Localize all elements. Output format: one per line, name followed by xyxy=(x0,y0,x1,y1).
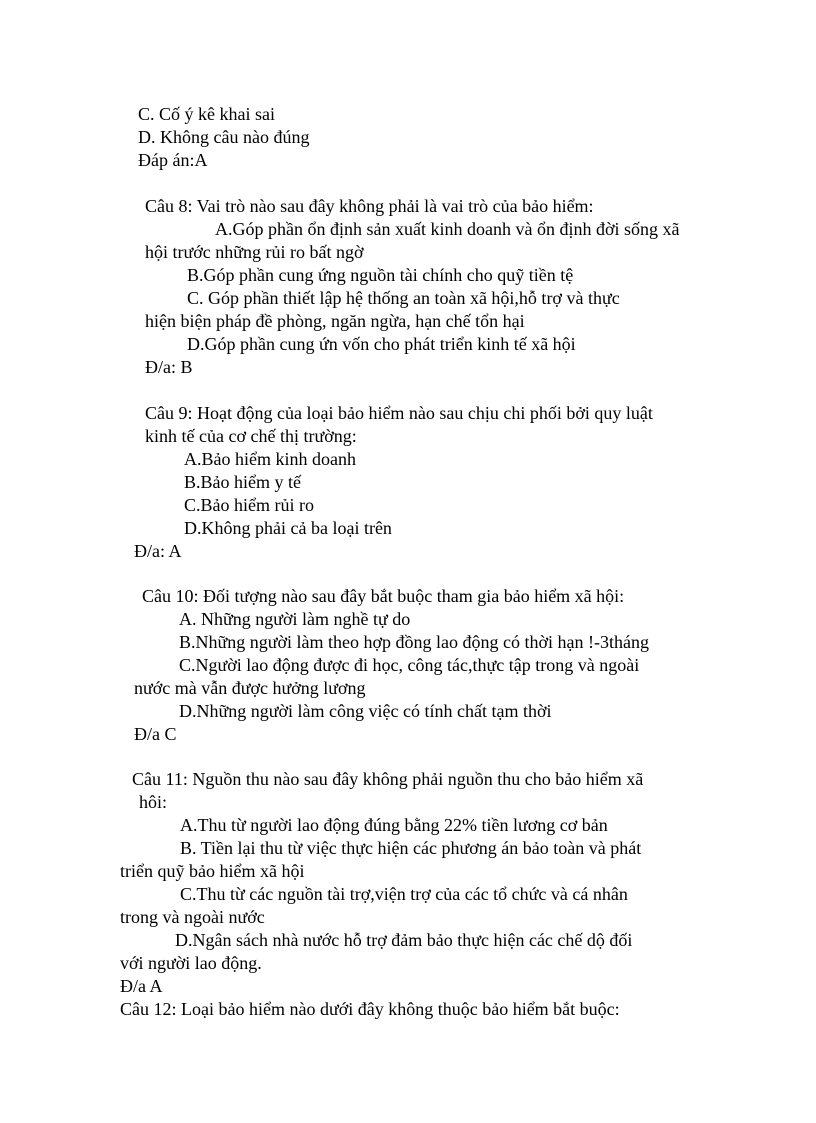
option-c-q9: C.Bảo hiểm rủi ro xyxy=(184,495,314,515)
option-a-q8-cont: hội trước những rủi ro bất ngờ xyxy=(145,242,364,262)
question-9-cont: kinh tế của cơ chế thị trường: xyxy=(145,426,357,446)
option-a-q8: A.Góp phần ổn định sản xuất kinh doanh và ổn định đời sống xã xyxy=(215,219,680,239)
option-a-q9: A.Bảo hiểm kinh doanh xyxy=(184,449,356,469)
option-b-q9: B.Bảo hiểm y tế xyxy=(184,472,301,492)
option-c-q7: C. Cố ý kê khai sai xyxy=(138,104,275,124)
option-c-q10: C.Người lao động được đi học, công tác,thực tập trong và ngoài xyxy=(179,655,640,675)
option-c-q8: C. Góp phần thiết lập hệ thống an toàn xã hội,hỗ trợ và thực xyxy=(187,288,620,308)
option-c-q11-cont: trong và ngoài nước xyxy=(120,907,265,927)
option-d-q11-cont: với người lao động. xyxy=(120,953,262,973)
option-d-q7: D. Không câu nào đúng xyxy=(138,127,310,147)
option-a-q11: A.Thu từ người lao động đúng bằng 22% tiền lương cơ bản xyxy=(180,815,608,835)
option-b-q10: B.Những người làm theo hợp đồng lao động có thời hạn !-3tháng xyxy=(179,632,650,652)
answer-q8: Đ/a: B xyxy=(145,357,193,377)
option-b-q8: B.Góp phần cung ứng nguồn tài chính cho quỹ tiền tệ xyxy=(187,265,574,285)
question-12: Câu 12: Loại bảo hiểm nào dưới đây không thuộc bảo hiểm bắt buộc: xyxy=(120,999,620,1019)
option-d-q8: D.Góp phần cung ứn vốn cho phát triển kinh tế xã hội xyxy=(187,334,576,354)
option-b-q11-cont: triển quỹ bảo hiểm xã hội xyxy=(120,861,305,881)
answer-q11: Đ/a A xyxy=(120,976,163,996)
question-11-cont: hôi: xyxy=(139,792,168,812)
option-c-q10-cont: nước mà vẫn được hưởng lương xyxy=(134,678,366,698)
option-b-q11: B. Tiền lại thu từ việc thực hiện các phương án bảo toàn và phát xyxy=(180,838,642,858)
question-11: Câu 11: Nguồn thu nào sau đây không phải nguồn thu cho bảo hiểm xã xyxy=(132,769,644,789)
question-8: Câu 8: Vai trò nào sau đây không phải là vai trò của bảo hiểm: xyxy=(145,196,594,216)
question-9: Câu 9: Hoạt động của loại bảo hiểm nào sau chịu chi phối bởi quy luật xyxy=(145,403,653,423)
answer-q9: Đ/a: A xyxy=(134,541,182,561)
option-d-q9: D.Không phải cả ba loại trên xyxy=(184,518,392,538)
option-a-q10: A. Những người làm nghề tự do xyxy=(179,609,411,629)
option-d-q11: D.Ngân sách nhà nước hỗ trợ đảm bảo thực hiện các chế dộ đối xyxy=(175,930,633,950)
option-c-q11: C.Thu từ các nguồn tài trợ,viện trợ của các tổ chức và cá nhân xyxy=(180,884,628,904)
option-d-q10: D.Những người làm công việc có tính chất tạm thời xyxy=(179,701,552,721)
answer-q10: Đ/a C xyxy=(134,724,177,744)
answer-q7: Đáp án:A xyxy=(138,150,208,170)
option-c-q8-cont: hiện biện pháp đề phòng, ngăn ngừa, hạn chế tổn hại xyxy=(145,311,525,331)
question-10: Câu 10: Đối tượng nào sau đây bắt buộc tham gia bảo hiểm xã hội: xyxy=(142,586,625,606)
